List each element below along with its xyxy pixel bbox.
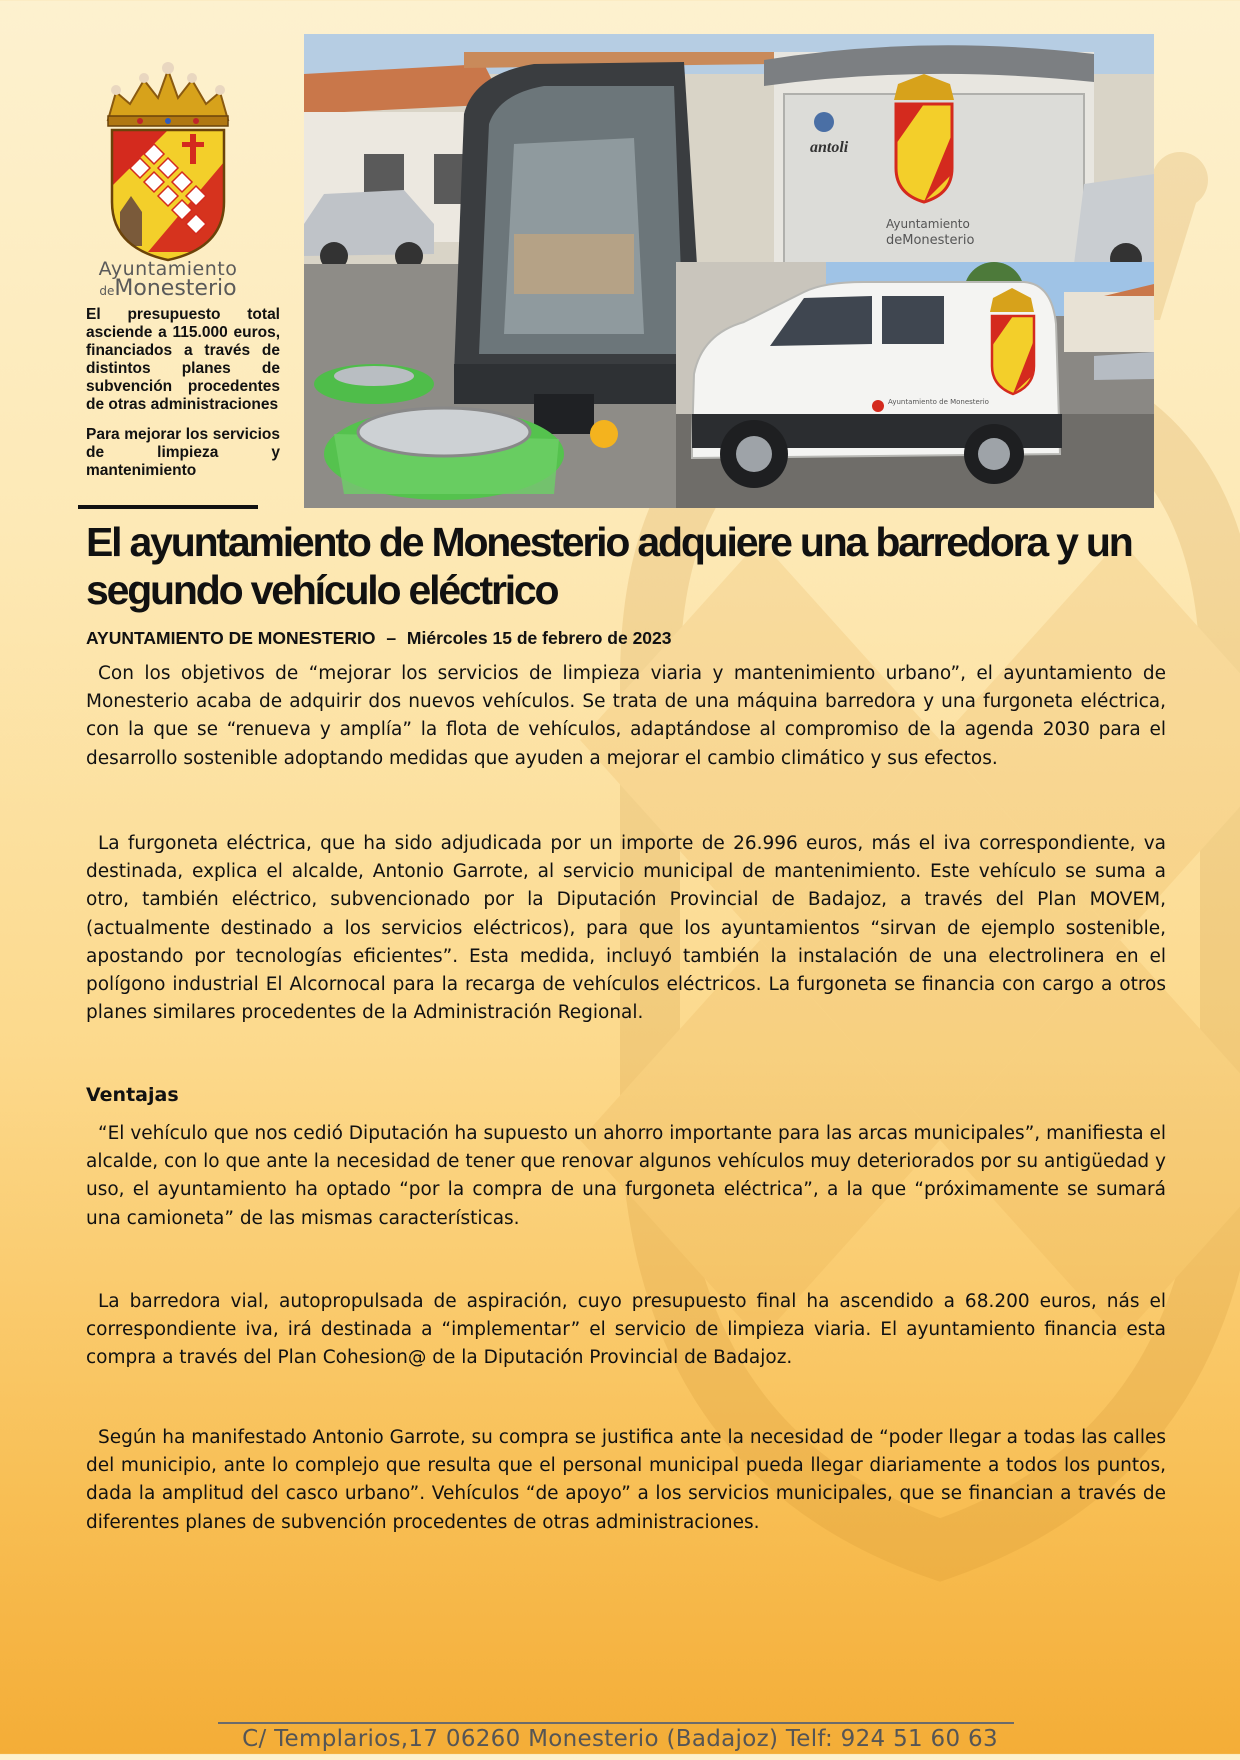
logo-line-2-prefix: de xyxy=(99,284,115,298)
article-paragraph-1: Con los objetivos de “mejorar los servicios de limpieza viaria y mantenimiento urbano”, el ayuntamiento de Monesterio acaba de adquirir dos nuevos vehículos. Se trata de una máquina barredora y una furgoneta eléctrica, con la que se “renueva y amplía” la flota de vehículos, adaptándose al compromiso de la agenda 2030 para el desarrollo sostenible adoptando medidas que ayuden a mejorar el cambio climático y sus efectos. xyxy=(86,663,1166,769)
highlight-purpose: Para mejorar los servicios de limpieza y mantenimiento xyxy=(86,426,280,479)
van-logo-icon xyxy=(872,400,884,412)
sweeper-brush-main xyxy=(324,408,564,500)
hopper-label-line-1: Ayuntamiento xyxy=(886,217,970,231)
hopper-label-line-2: deMonesterio xyxy=(886,233,975,248)
logo-line-1: Ayuntamiento xyxy=(98,258,238,280)
sweeper-brush-front xyxy=(314,364,434,404)
parked-car-van-background xyxy=(1094,352,1154,380)
crown-icon xyxy=(108,62,228,126)
article-date: Miércoles 15 de febrero de 2023 xyxy=(406,628,672,648)
logo-wordmark xyxy=(88,258,248,301)
article-paragraph-3: “El vehículo que nos cedió Diputación ha supuesto un ahorro importante para las arcas municipales”, manifiesta el alcalde, con lo que ante la necesidad de tener que renovar algunos vehículos muy deteriorados por su antigüedad y uso, el ayuntamiento ha optado “por la compra de una furgoneta eléctrica”, a la que “próximamente se sumará una camioneta” de las mismas características. xyxy=(86,1123,1166,1229)
highlight-budget: El presupuesto total asciende a 115.000 euros, financiados a través de distintos planes de subvención procedentes de otras administraciones xyxy=(86,306,280,413)
article-source: AYUNTAMIENTO DE MONESTERIO xyxy=(86,628,376,648)
shield-icon xyxy=(108,128,228,262)
section-subhead-ventajas: Ventajas xyxy=(86,1084,179,1106)
vehicle-photo-collage xyxy=(304,34,1154,508)
sidebar-divider xyxy=(78,505,258,509)
van-side-label: Ayuntamiento de Monesterio xyxy=(888,398,989,406)
hopper-shield-icon xyxy=(894,74,954,202)
byline-separator: – xyxy=(386,628,397,648)
van-shield-icon xyxy=(990,288,1034,394)
article-paragraph-5: Según ha manifestado Antonio Garrote, su compra se justifica ante la necesidad de “poder llegar a todas las calles del municipio, ante lo complejo que resulta que el personal municipal pueda llegar diariamente a todos los puntos, dada la amplitud del casco urbano”. Vehículos “de apoyo” a los servicios municipales, que se financian a través de diferentes planes de subvención procedentes de otras administraciones. xyxy=(86,1427,1166,1533)
article-headline: El ayuntamiento de Monesterio adquiere una barredora y un segundo vehículo eléctrico xyxy=(86,519,1132,613)
footer-divider xyxy=(218,1722,1014,1724)
sidebar-highlights xyxy=(86,306,280,492)
footer-address: C/ Templarios,17 06260 Monesterio (Badajoz) Telf: 924 51 60 63 xyxy=(242,1726,998,1752)
hopper-brand-text: antoli xyxy=(810,139,849,156)
photo-collage-illustration xyxy=(304,34,1154,508)
article-paragraph-2: La furgoneta eléctrica, que ha sido adjudicada por un importe de 26.996 euros, más el iva correspondiente, va destinada, explica el alcalde, Antonio Garrote, al servicio municipal de mantenimiento. Este vehículo se suma a otro, también eléctrico, subvencionado por la Diputación Provincial de Badajoz, a través del Plan MOVEM, (actualmente destinado a los servicios eléctricos), para que los ayuntamientos “sirvan de ejemplo sostenible, apostando por tecnologías eficientes”. Esta medida, incluyó también la instalación de una electrolinera en el polígono industrial El Alcornocal para la recarga de vehículos eléctricos. La furgoneta se financia con cargo a otros planes similares procedentes de la Administración Regional. xyxy=(86,833,1166,1024)
logo-line-2 xyxy=(88,276,248,301)
parked-car-right xyxy=(1074,174,1154,275)
electric-van-photo xyxy=(676,262,1154,508)
article-byline xyxy=(86,628,672,649)
logo-line-2-name: Monesterio xyxy=(114,276,237,301)
article-paragraph-4: La barredora vial, autopropulsada de aspiración, cuyo presupuesto final ha ascendido a 68.200 euros, nás el correspondiente iva, irá destinada a “implementar” el servicio de limpieza viaria. El ayuntamiento financia esta compra a través del Plan Cohesion@ de la Diputación Provincial de Badajoz. xyxy=(86,1291,1166,1369)
